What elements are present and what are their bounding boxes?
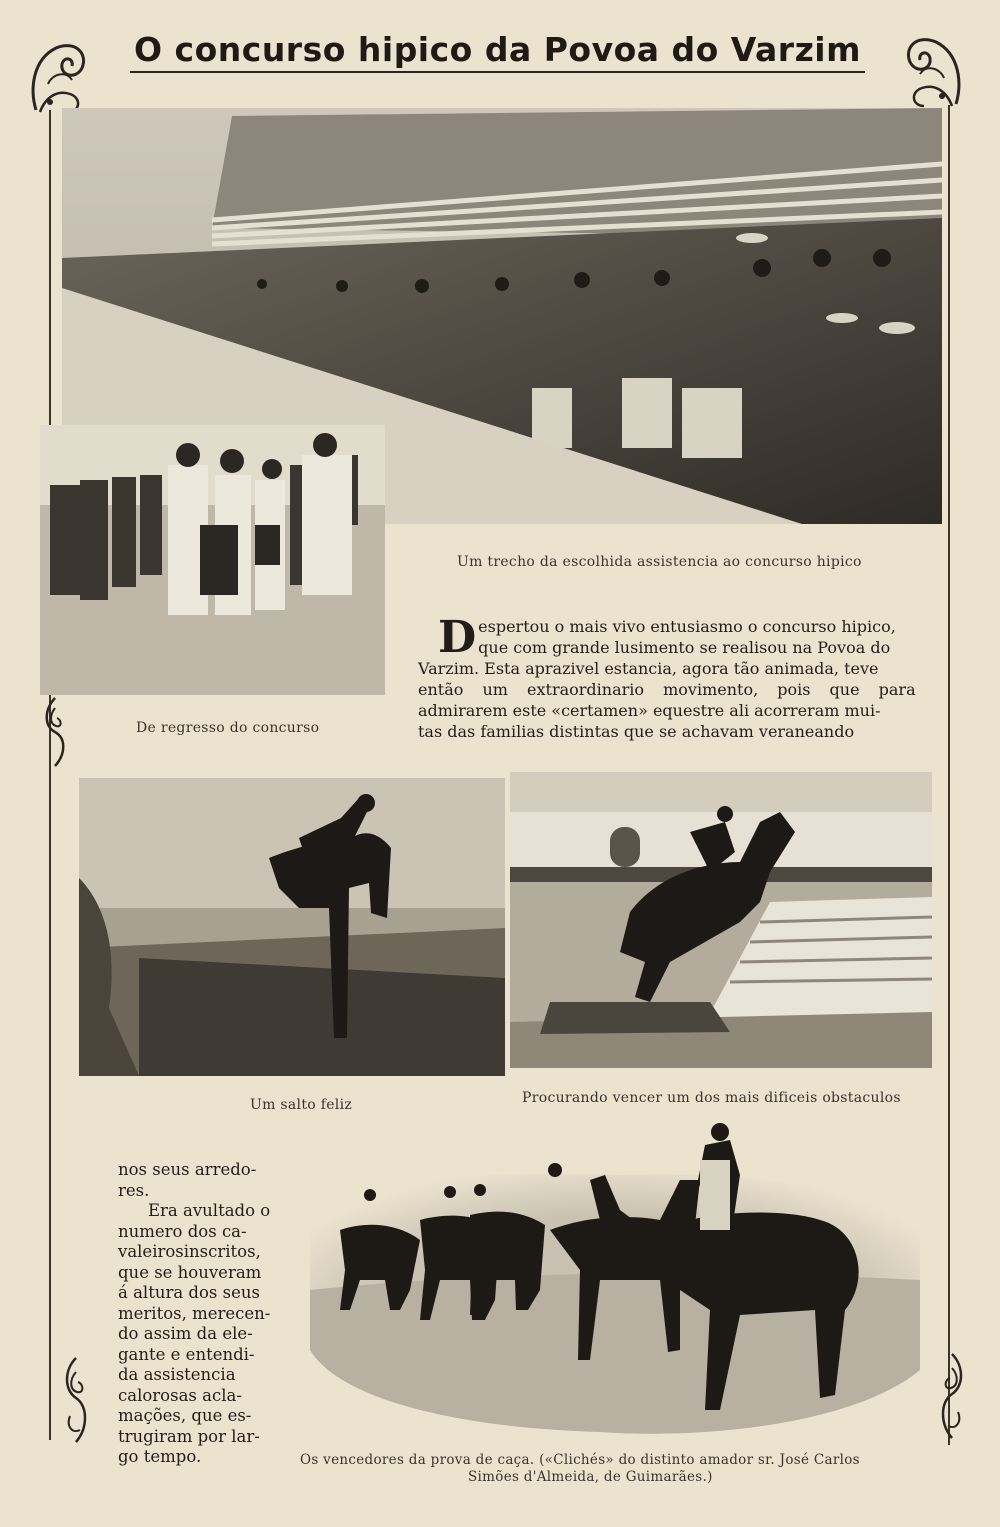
- article-line: res.: [118, 1180, 150, 1200]
- photo-difficult-obstacle: [510, 772, 932, 1068]
- article-line: Era avultado o: [148, 1201, 271, 1220]
- title-underline: [130, 71, 865, 73]
- drop-cap: D: [438, 612, 477, 663]
- side-ornament-left: [40, 696, 70, 768]
- article-line: do assim da ele-: [118, 1324, 253, 1343]
- article-line: nos seus arredo-: [118, 1160, 257, 1179]
- caption-return: De regresso do concurso: [136, 720, 320, 736]
- corner-ornament-bottom-left: [58, 1356, 94, 1446]
- article-line: go tempo.: [118, 1447, 202, 1466]
- article-line: que com grande lusimento se realisou na Povoa do: [478, 638, 891, 657]
- article-line: numero dos ca-: [118, 1221, 247, 1241]
- article-continuation: [118, 1160, 278, 1468]
- article-line: mações, que es-: [118, 1406, 252, 1425]
- article-intro: [418, 612, 920, 742]
- article-line: que se houveram: [118, 1262, 262, 1282]
- caption-obstacle: Procurando vencer um dos mais dificeis obstaculos: [522, 1090, 901, 1106]
- article-line: gante e entendi-: [118, 1344, 255, 1364]
- corner-ornament-top-left: [26, 40, 92, 118]
- article-line: da assistencia: [118, 1365, 236, 1384]
- caption-grandstand: Um trecho da escolhida assistencia ao concurso hipico: [457, 554, 862, 570]
- article-line: trugiram por lar-: [118, 1426, 260, 1446]
- article-line: tas das familias distintas que se achavam veraneando: [418, 722, 855, 741]
- article-line: á altura dos seus: [118, 1283, 260, 1302]
- article-line: valeirosinscritos,: [118, 1242, 261, 1261]
- corner-ornament-top-right: [896, 34, 966, 108]
- article-line: espertou o mais vivo entusiasmo o concurso hipico,: [478, 617, 896, 636]
- article-line: meritos, merecen-: [118, 1303, 271, 1323]
- photo-happy-jump: [79, 778, 505, 1076]
- article-line: então um extraordinario movimento, pois que para: [418, 680, 916, 699]
- photo-return-from-contest: [40, 425, 385, 695]
- photo-hunt-winners: [300, 1120, 930, 1450]
- corner-ornament-bottom-right: [934, 1352, 970, 1442]
- caption-winners-line1: Os vencedores da prova de caça. («Clichés» do distinto amador sr. José Carlos: [300, 1452, 860, 1468]
- caption-winners-line2: Simões d'Almeida, de Guimarães.): [468, 1469, 713, 1485]
- frame-right-line: [948, 105, 950, 1445]
- frame-left-line: [49, 110, 51, 1440]
- article-line: Varzim. Esta aprazivel estancia, agora tão animada, teve: [418, 659, 879, 678]
- caption-jump: Um salto feliz: [250, 1097, 353, 1113]
- article-line: admirarem este «certamen» equestre ali acorreram mui-: [418, 701, 881, 720]
- page-title: O concurso hipico da Povoa do Varzim: [133, 30, 861, 69]
- article-line: calorosas acla-: [118, 1385, 242, 1405]
